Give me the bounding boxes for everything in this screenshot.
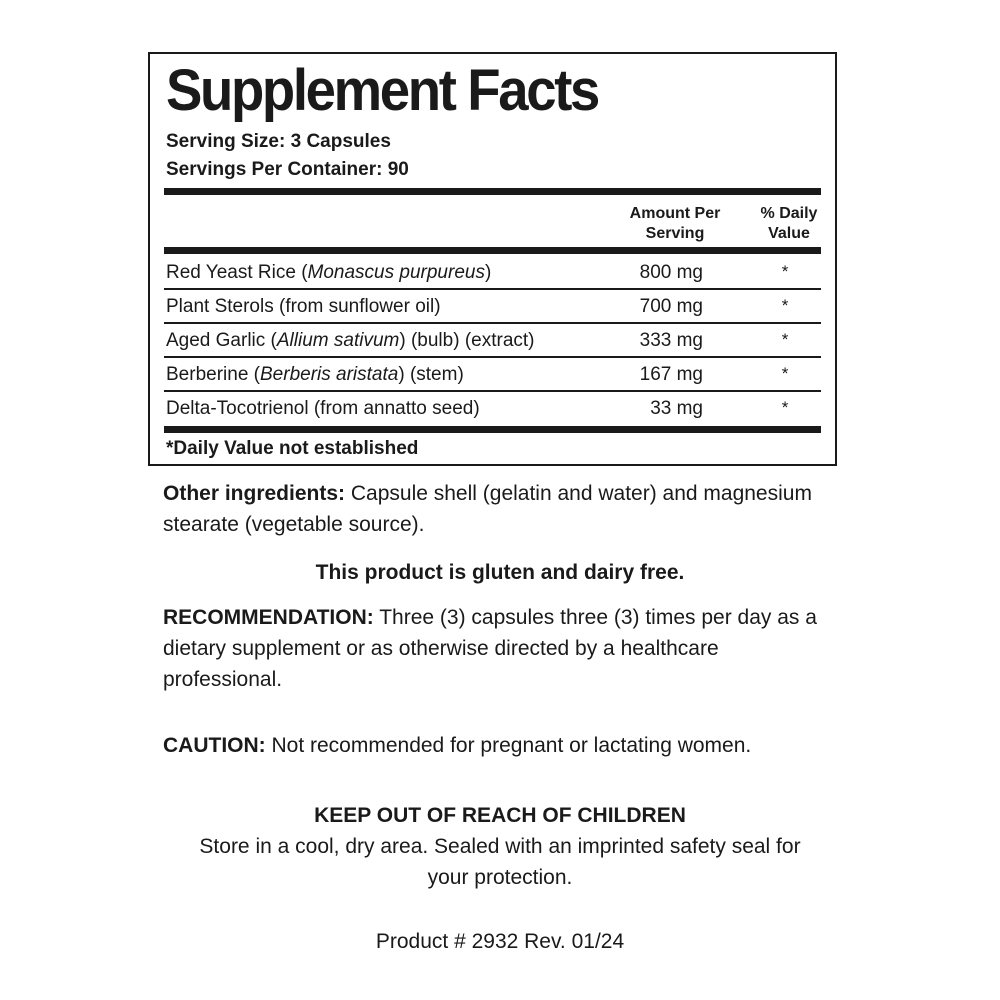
ingredient-amount: 33 mg bbox=[650, 398, 703, 419]
recommendation bbox=[163, 602, 823, 695]
caution-label: CAUTION: bbox=[163, 734, 266, 757]
ingredient-name bbox=[166, 262, 491, 284]
ingredient-name-text: Berberine ( bbox=[166, 364, 260, 385]
ingredient-row bbox=[164, 392, 821, 426]
ingredient-name-text: Plant Sterols (from sunflower oil) bbox=[166, 296, 441, 317]
ingredient-row bbox=[164, 256, 821, 290]
thick-divider-header bbox=[164, 247, 821, 254]
column-header-daily-value: % Daily Value bbox=[760, 205, 818, 242]
daily-value-footnote: *Daily Value not established bbox=[166, 438, 419, 459]
ingredient-amount: 333 mg bbox=[639, 330, 703, 351]
other-ingredients-label: Other ingredients: bbox=[163, 482, 346, 505]
ingredient-daily-value: * bbox=[781, 262, 789, 281]
ingredient-name-text: Aged Garlic ( bbox=[166, 330, 277, 351]
ingredient-botanical-name: Berberis aristata bbox=[260, 364, 399, 385]
ingredient-name-suffix: ) (stem) bbox=[398, 364, 464, 385]
other-ingredients-text: Capsule shell (gelatin and water) and magnesium stearate (vegetable source). bbox=[163, 482, 812, 536]
ingredient-daily-value: * bbox=[781, 330, 789, 349]
caution-text: Not recommended for pregnant or lactating women. bbox=[265, 734, 752, 757]
ingredient-botanical-name: Monascus purpureus bbox=[307, 262, 485, 283]
storage-line-2: your protection. bbox=[427, 866, 573, 889]
ingredient-name bbox=[166, 330, 535, 352]
recommendation-label: RECOMMENDATION: bbox=[163, 606, 374, 629]
caution bbox=[163, 730, 863, 761]
ingredient-amount: 700 mg bbox=[639, 296, 703, 317]
ingredient-amount: 800 mg bbox=[639, 262, 703, 283]
ingredient-amount: 167 mg bbox=[639, 364, 703, 385]
ingredient-name bbox=[166, 398, 480, 420]
ingredient-row bbox=[164, 290, 821, 324]
recommendation-text: Three (3) capsules three (3) times per day as a dietary supplement or as otherwise directed by a healthcare professional. bbox=[163, 606, 817, 691]
ingredient-name-text: Red Yeast Rice ( bbox=[166, 262, 308, 283]
ingredient-name-text: Delta-Tocotrienol (from annatto seed) bbox=[166, 398, 480, 419]
ingredient-row bbox=[164, 324, 821, 358]
other-ingredients bbox=[163, 478, 863, 540]
ingredient-daily-value: * bbox=[781, 398, 789, 417]
ingredient-name-suffix: ) (bulb) (extract) bbox=[399, 330, 535, 351]
product-number: Product # 2932 Rev. 01/24 bbox=[375, 930, 625, 953]
ingredient-row bbox=[164, 358, 821, 392]
ingredient-name-suffix: ) bbox=[484, 262, 492, 283]
thick-divider-top bbox=[164, 188, 821, 195]
column-header-amount: Amount Per Serving bbox=[629, 205, 721, 242]
ingredient-botanical-name: Allium sativum bbox=[276, 330, 400, 351]
ingredient-daily-value: * bbox=[781, 364, 789, 383]
facts-title: Supplement Facts bbox=[166, 58, 598, 123]
thick-divider-bottom bbox=[164, 426, 821, 433]
ingredient-name bbox=[166, 364, 464, 386]
ingredient-daily-value: * bbox=[781, 296, 789, 315]
supplement-facts-panel bbox=[148, 52, 837, 466]
storage-line-1: Store in a cool, dry area. Sealed with an imprinted safety seal for bbox=[199, 835, 801, 858]
keep-out-heading: KEEP OUT OF REACH OF CHILDREN bbox=[314, 804, 686, 827]
servings-per-container: Servings Per Container: 90 bbox=[166, 159, 409, 180]
ingredient-name bbox=[166, 296, 441, 318]
gluten-dairy-free-note: This product is gluten and dairy free. bbox=[315, 561, 685, 584]
serving-size: Serving Size: 3 Capsules bbox=[166, 131, 391, 152]
